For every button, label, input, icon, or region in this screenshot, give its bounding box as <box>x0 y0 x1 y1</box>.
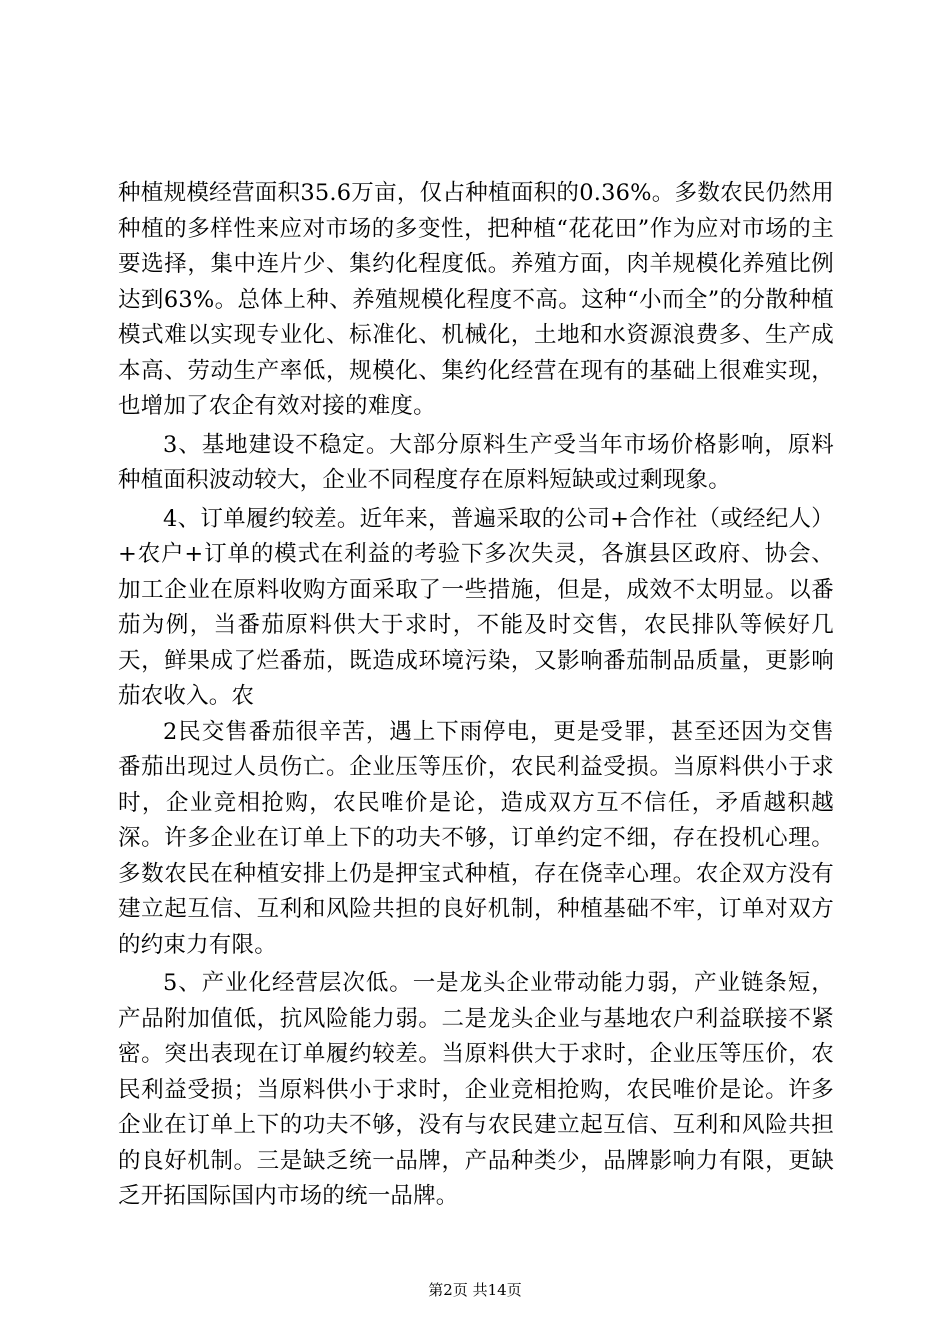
paragraph-item-4-continued: 2民交售番茄很辛苦，遇上下雨停电，更是受罪，甚至还因为交售番茄出现过人员伤亡。企业压等压价，农民利益受损。当原料供小于求时，企业竞相抢购，农民唯价是论，造成双方互不信任，矛盾越积越深。许多企业在订单上下的功夫不够，订单约定不细，存在投机心理。多数农民在种植安排上仍是押宝式种植，存在侥幸心理。农企双方没有建立起互信、互利和风险共担的良好机制，种植基础不牢，订单对双方的约束力有限。 <box>118 718 834 958</box>
paragraph-item-3: 3、基地建设不稳定。大部分原料生产受当年市场价格影响，原料种植面积波动较大，企业不同程度存在原料短缺或过剩现象。 <box>118 431 834 493</box>
paragraph-item-5: 5、产业化经营层次低。一是龙头企业带动能力弱，产业链条短，产品附加值低，抗风险能力弱。二是龙头企业与基地农户利益联接不紧密。突出表现在订单履约较差。当原料供大于求时，企业压等压价，农民利益受损；当原料供小于求时，企业竞相抢购，农民唯价是论。许多企业在订单上下的功夫不够，没有与农民建立起互信、互利和风险共担的良好机制。三是缺乏统一品牌，产品种类少，品牌影响力有限，更缺乏开拓国际国内市场的统一品牌。 <box>118 970 834 1209</box>
paragraph-continued: 种植规模经营面积35.6万亩，仅占种植面积的0.36%。多数农民仍然用种植的多样性来应对市场的多变性，把种植“花花田”作为应对市场的主要选择，集中连片少、集约化程度低。养殖方面，肉羊规模化养殖比例达到63%。总体上种、养殖规模化程度不高。这种“小而全”的分散种植模式难以实现专业化、标准化、机械化，土地和水资源浪费多、生产成本高、劳动生产率低，规模化、集约化经营在现有的基础上很难实现，也增加了农企有效对接的难度。 <box>118 180 834 419</box>
document-body <box>118 176 834 1215</box>
paragraph-item-4: 4、订单履约较差。近年来，普遍采取的公司+合作社（或经纪人）+农户+订单的模式在利益的考验下多次失灵，各旗县区政府、协会、加工企业在原料收购方面采取了一些措施，但是，成效不太明显。以番茄为例，当番茄原料供大于求时，不能及时交售，农民排队等候好几天，鲜果成了烂番茄，既造成环境污染，又影响番茄制品质量，更影响茄农收入。农 <box>118 505 835 709</box>
page-number-footer: 第2页 共14页 <box>428 1281 522 1299</box>
